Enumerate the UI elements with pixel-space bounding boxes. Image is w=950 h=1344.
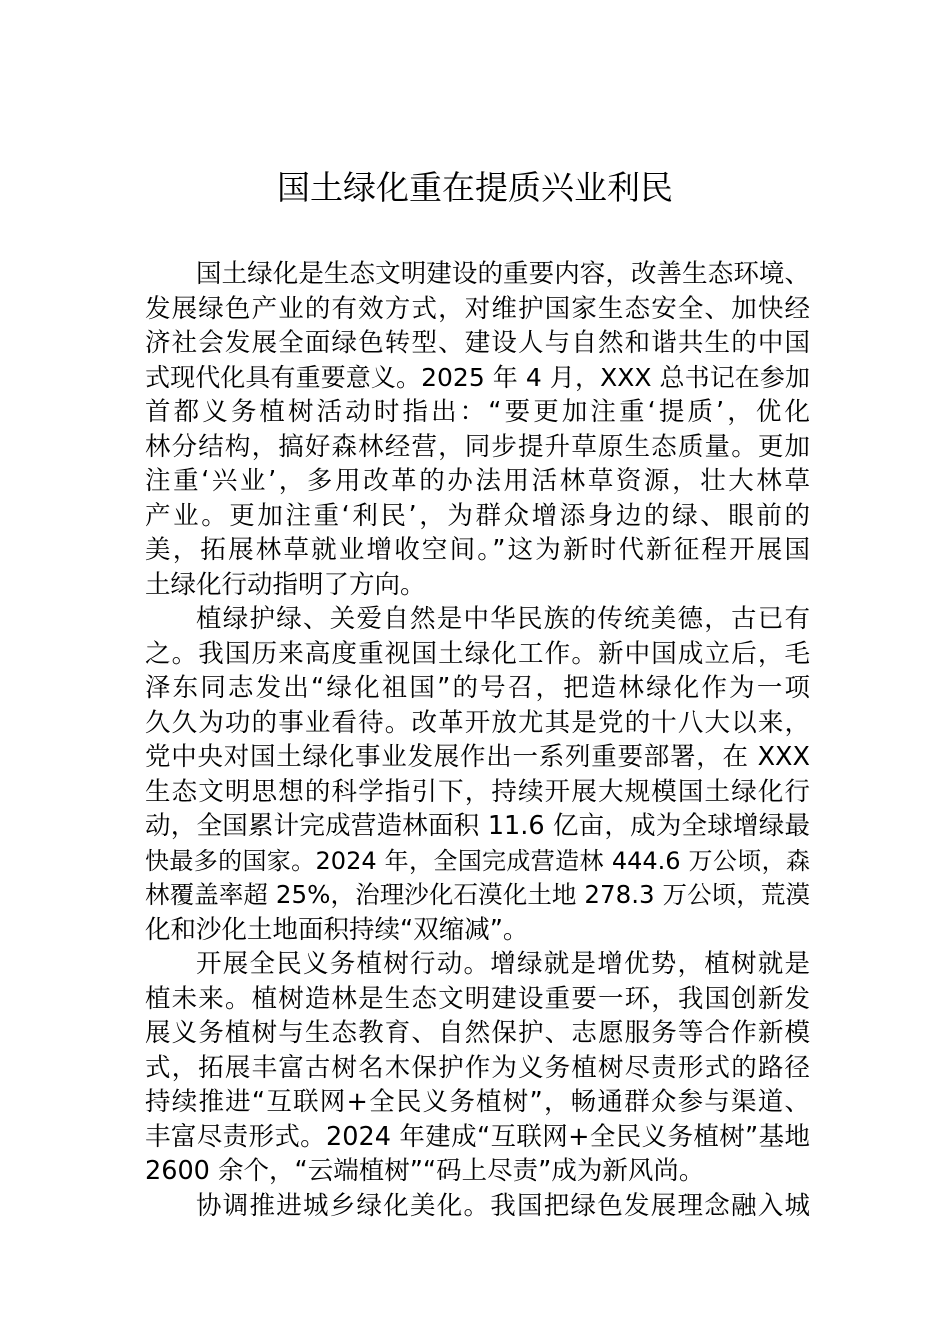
paragraph-1-line-2: 发展绿色产业的有效方式，对维护国家生态安全、加快经 — [145, 294, 810, 324]
paragraph-1-line-1: 国土绿化是生态文明建设的重要内容，改善生态环境、 — [196, 259, 810, 289]
document-title: 国土绿化重在提质兴业利民 — [277, 168, 673, 207]
paragraph-1-line-10: 土绿化行动指明了方向。 — [145, 570, 426, 600]
paragraph-1-line-9: 美，拓展林草就业增收空间。”这为新时代新征程开展国 — [145, 535, 810, 565]
paragraph-3-line-4: 式，拓展丰富古树名木保护作为义务植树尽责形式的路径 — [145, 1053, 810, 1083]
paragraph-4-line-1: 协调推进城乡绿化美化。我国把绿色发展理念融入城 — [196, 1191, 810, 1221]
paragraph-2-line-5: 党中央对国土绿化事业发展作出一系列重要部署，在 XXX — [145, 742, 810, 772]
paragraph-2-line-6: 生态文明思想的科学指引下，持续开展大规模国土绿化行 — [145, 777, 810, 807]
paragraph-3-line-7: 2600 余个，“云端植树”“码上尽责”成为新风尚。 — [145, 1156, 705, 1186]
paragraph-1-line-7: 注重‘兴业’，多用改革的办法用活林草资源，壮大林草 — [145, 466, 810, 496]
paragraph-3-line-2: 植未来。植树造林是生态文明建设重要一环，我国创新发 — [145, 984, 810, 1014]
paragraph-2-line-10: 化和沙化土地面积持续“双缩减”。 — [145, 915, 529, 945]
paragraph-1-line-3: 济社会发展全面绿色转型、建设人与自然和谐共生的中国 — [145, 328, 810, 358]
paragraph-1-line-6: 林分结构，搞好森林经营，同步提升草原生态质量。更加 — [145, 432, 810, 462]
paragraph-2-line-2: 之。我国历来高度重视国土绿化工作。新中国成立后，毛 — [145, 639, 810, 669]
paragraph-3-line-5: 持续推进“互联网+全民义务植树”，畅通群众参与渠道、 — [145, 1087, 810, 1117]
paragraph-3-line-3: 展义务植树与生态教育、自然保护、志愿服务等合作新模 — [145, 1018, 810, 1048]
paragraph-2-line-3: 泽东同志发出“绿化祖国”的号召，把造林绿化作为一项 — [145, 673, 810, 703]
paragraph-2-line-9: 林覆盖率超 25%，治理沙化石漠化土地 278.3 万公顷，荒漠 — [145, 880, 810, 909]
paragraph-1-line-8: 产业。更加注重‘利民’，为群众增添身边的绿、眼前的 — [145, 501, 810, 531]
paragraph-3-line-6: 丰富尽责形式。2024 年建成“互联网+全民义务植树”基地 — [145, 1122, 810, 1152]
paragraph-3-line-1: 开展全民义务植树行动。增绿就是增优势，植树就是 — [196, 949, 810, 979]
paragraph-2-line-7: 动，全国累计完成营造林面积 11.6 亿亩，成为全球增绿最 — [145, 811, 810, 841]
paragraph-2-line-8: 快最多的国家。2024 年，全国完成营造林 444.6 万公顷，森 — [145, 847, 810, 875]
paragraph-1-line-5: 首都义务植树活动时指出：“要更加注重‘提质’，优化 — [145, 397, 810, 427]
paragraph-2-line-4: 久久为功的事业看待。改革开放尤其是党的十八大以来， — [145, 708, 810, 738]
paragraph-1-line-4: 式现代化具有重要意义。2025 年 4 月，XXX 总书记在参加 — [145, 363, 810, 392]
paragraph-2-line-1: 植绿护绿、关爱自然是中华民族的传统美德，古已有 — [196, 604, 810, 634]
